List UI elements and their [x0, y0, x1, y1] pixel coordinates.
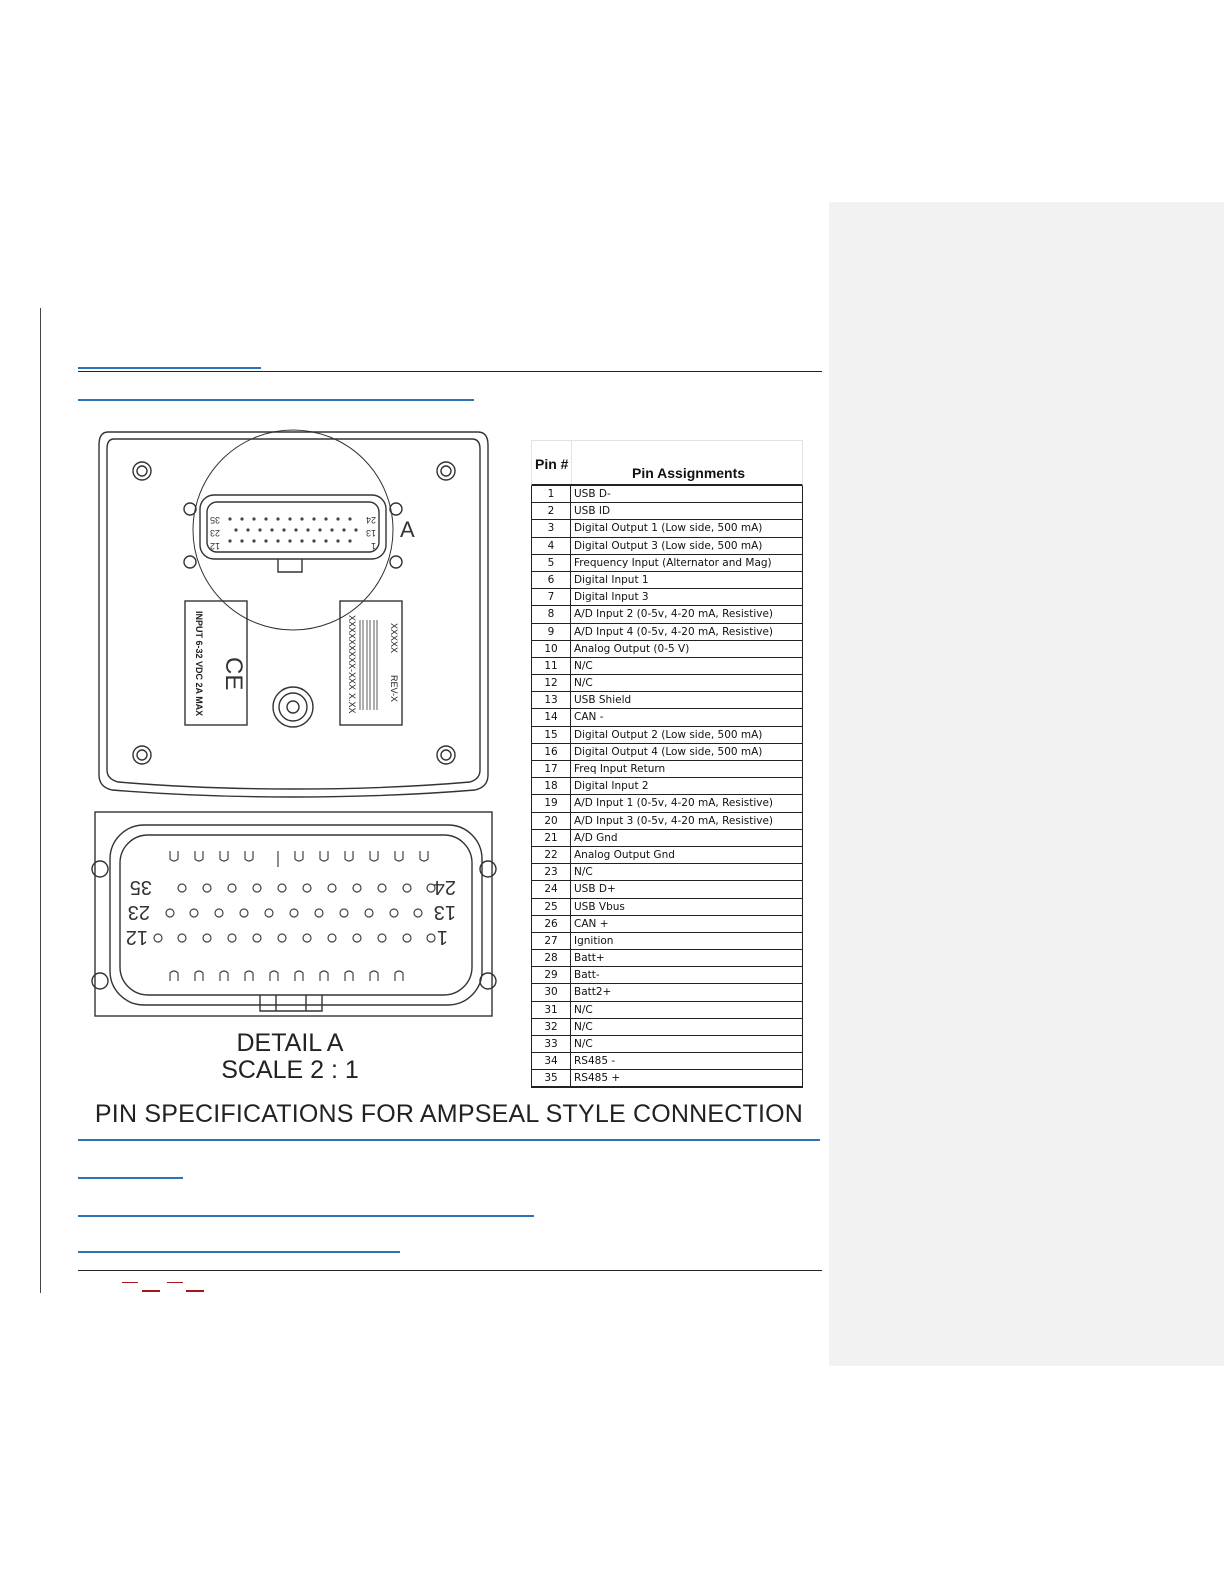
detail-label — [190, 1030, 390, 1084]
table-row — [531, 1019, 803, 1036]
figure-caption: PIN SPECIFICATIONS FOR AMPSEAL STYLE CONNECTION — [94, 1100, 804, 1128]
table-row — [531, 641, 803, 658]
id-label: XXXXX — [389, 623, 399, 654]
power-input-label: INPUT 6-32 VDC 2A MAX — [194, 611, 204, 717]
pin-number-cell: 26 — [532, 916, 571, 932]
small-pin-row-mid — [234, 528, 357, 531]
pin-number-cell: 4 — [532, 538, 571, 554]
pin-number-cell: 24 — [532, 881, 571, 897]
table-row — [531, 744, 803, 761]
table-row — [531, 830, 803, 847]
pin-assignment-cell: Digital Input 2 — [574, 780, 649, 793]
comment-pane — [829, 202, 1224, 1366]
small-pin-label-12: 12 — [209, 541, 220, 551]
pin-assignment-cell: Analog Output (0-5 V) — [574, 642, 690, 655]
serial-label: XXXXXXXXX-XXX — [347, 615, 357, 691]
pin-assignment-cell: A/D Input 1 (0-5v, 4-20 mA, Resistive) — [574, 797, 774, 810]
revision-mark-3 — [167, 1282, 183, 1283]
callout-letter: A — [400, 517, 415, 542]
pin-number-cell: 22 — [532, 847, 571, 863]
pin-assignment-cell: Digital Output 4 (Low side, 500 mA) — [574, 745, 763, 758]
table-row — [531, 727, 803, 744]
header-separator — [571, 441, 572, 484]
pin-assignment-cell: Digital Output 3 (Low side, 500 mA) — [574, 539, 763, 552]
rev-label: REV-X — [389, 675, 399, 703]
pin-number-cell: 6 — [532, 572, 571, 588]
connector-technical-drawing — [90, 425, 500, 1025]
pin-assignment-cell: Analog Output Gnd — [574, 848, 675, 861]
pin-number-cell: 20 — [532, 813, 571, 829]
pin-number-cell: 35 — [532, 1070, 571, 1085]
small-pin-label-23: 23 — [209, 528, 220, 538]
table-row — [531, 1070, 803, 1087]
table-row — [531, 709, 803, 726]
large-pin-row-top — [178, 884, 435, 892]
pin-assignment-cell: Digital Input 3 — [574, 591, 649, 604]
section-rule-bottom — [78, 1270, 822, 1271]
pin-assignment-cell: N/C — [574, 1038, 593, 1050]
pin-assignment-cell: N/C — [574, 866, 593, 879]
pin-number-cell: 31 — [532, 1002, 571, 1018]
pin-number-cell: 27 — [532, 933, 571, 949]
pin-number-header: Pin # — [535, 456, 569, 472]
pin-number-cell: 14 — [532, 709, 571, 725]
pin-number-cell: 28 — [532, 950, 571, 966]
table-row — [531, 967, 803, 984]
table-row — [531, 658, 803, 675]
small-pin-row-bottom — [228, 539, 351, 542]
pin-number-cell: 17 — [532, 761, 571, 777]
pin-assignment-cell: USB D+ — [574, 883, 616, 896]
small-pin-label-1: 1 — [370, 541, 376, 551]
pin-assignment-header: Pin Assignments — [632, 465, 746, 481]
table-row — [531, 555, 803, 572]
pin-assignment-cell: A/D Gnd — [574, 831, 618, 844]
pin-assignment-cell: Digital Output 2 (Low side, 500 mA) — [574, 728, 763, 741]
pin-assignment-cell: RS485 - — [574, 1055, 616, 1068]
version-label: X.XX — [347, 693, 357, 714]
small-pin-label-35: 35 — [209, 515, 220, 525]
revision-mark-2 — [142, 1290, 160, 1292]
pin-assignment-cell: N/C — [574, 677, 593, 690]
revision-change-bar — [40, 308, 41, 1293]
table-row — [531, 881, 803, 898]
revision-mark-1 — [122, 1282, 138, 1283]
pin-number-cell: 33 — [532, 1036, 571, 1052]
table-row — [531, 692, 803, 709]
pin-assignment-table — [531, 440, 803, 1088]
pin-number-cell: 3 — [532, 520, 571, 536]
table-row — [531, 520, 803, 537]
large-pin-row-bottom — [154, 934, 435, 942]
pin-assignment-cell: A/D Input 3 (0-5v, 4-20 mA, Resistive) — [574, 814, 774, 827]
pin-number-cell: 2 — [532, 503, 571, 519]
pin-assignment-cell: N/C — [574, 1003, 593, 1016]
pin-assignment-cell: Ignition — [574, 934, 614, 947]
table-row — [531, 813, 803, 830]
pin-number-cell: 15 — [532, 727, 571, 743]
pin-number-cell: 9 — [532, 624, 571, 640]
toc-link-1[interactable] — [78, 367, 261, 369]
large-pin-label-1: 1 — [436, 926, 448, 948]
table-row — [531, 778, 803, 795]
pin-number-cell: 16 — [532, 744, 571, 760]
pin-assignment-cell: Digital Output 1 (Low side, 500 mA) — [574, 522, 763, 535]
pin-assignment-cell: RS485 + — [574, 1072, 621, 1085]
toc-link-5[interactable] — [78, 1251, 400, 1253]
table-row — [531, 899, 803, 916]
table-row — [531, 606, 803, 623]
small-pin-row-top — [228, 517, 351, 520]
table-row — [531, 761, 803, 778]
pin-assignment-cell: Batt- — [574, 969, 600, 982]
pin-assignment-cell: N/C — [574, 659, 593, 672]
table-row — [531, 589, 803, 606]
revision-mark-4 — [186, 1290, 204, 1292]
pin-assignment-cell: N/C — [574, 1020, 593, 1033]
pin-assignment-cell: Frequency Input (Alternator and Mag) — [574, 556, 772, 569]
pin-assignment-cell: CAN - — [574, 711, 604, 724]
large-pin-label-35: 35 — [129, 876, 152, 898]
toc-link-2[interactable] — [78, 399, 474, 401]
pin-assignment-cell: Batt+ — [574, 952, 605, 965]
pin-number-cell: 25 — [532, 899, 571, 915]
table-row — [531, 847, 803, 864]
detail-scale: SCALE 2 : 1 — [221, 1056, 359, 1084]
table-row — [531, 1053, 803, 1070]
table-row — [531, 864, 803, 881]
pin-number-cell: 7 — [532, 589, 571, 605]
table-row — [531, 624, 803, 641]
pin-assignment-cell: Digital Input 1 — [574, 573, 649, 586]
table-row — [531, 933, 803, 950]
pin-assignment-cell: CAN + — [574, 917, 609, 930]
small-pin-label-24: 24 — [365, 515, 376, 525]
pin-assignment-cell: Freq Input Return — [574, 763, 666, 775]
pin-table-body — [531, 486, 803, 1088]
table-row — [531, 950, 803, 967]
table-row — [531, 916, 803, 933]
ce-mark: CE — [220, 657, 247, 691]
table-row — [531, 1036, 803, 1053]
small-pin-label-13: 13 — [365, 528, 376, 538]
pin-assignment-cell: USB Shield — [574, 694, 632, 707]
table-row — [531, 486, 803, 503]
toc-link-3[interactable] — [78, 1177, 183, 1179]
table-row — [531, 572, 803, 589]
pin-assignment-cell: A/D Input 2 (0-5v, 4-20 mA, Resistive) — [574, 608, 774, 621]
table-row — [531, 984, 803, 1001]
pin-assignment-cell: USB D- — [574, 488, 611, 500]
table-row — [531, 675, 803, 692]
large-pin-row-mid — [166, 909, 422, 917]
pin-number-cell: 12 — [532, 675, 571, 691]
pin-number-cell: 10 — [532, 641, 571, 657]
pin-assignment-cell: Batt2+ — [574, 986, 612, 999]
large-pin-label-23: 23 — [127, 901, 150, 923]
pin-number-cell: 21 — [532, 830, 571, 846]
pin-table-header — [531, 440, 803, 486]
table-row — [531, 795, 803, 812]
table-row — [531, 503, 803, 520]
pin-number-cell: 19 — [532, 795, 571, 811]
caption-rule — [78, 1139, 820, 1141]
pin-number-cell: 32 — [532, 1019, 571, 1035]
pin-number-cell: 30 — [532, 984, 571, 1000]
pin-number-cell: 29 — [532, 967, 571, 983]
pin-number-cell: 23 — [532, 864, 571, 880]
large-pin-label-12: 12 — [125, 926, 148, 948]
pin-number-cell: 18 — [532, 778, 571, 794]
large-pin-label-24: 24 — [433, 876, 456, 898]
toc-link-4[interactable] — [78, 1215, 534, 1217]
pin-number-cell: 34 — [532, 1053, 571, 1069]
pin-number-cell: 13 — [532, 692, 571, 708]
pin-assignment-cell: USB Vbus — [574, 900, 625, 913]
pin-number-cell: 1 — [532, 486, 571, 502]
pin-number-cell: 8 — [532, 606, 571, 622]
large-pin-label-13: 13 — [433, 901, 456, 923]
table-row — [531, 1002, 803, 1019]
pin-number-cell: 11 — [532, 658, 571, 674]
pin-assignment-cell: A/D Input 4 (0-5v, 4-20 mA, Resistive) — [574, 625, 774, 638]
table-row — [531, 538, 803, 555]
section-rule-top — [78, 371, 822, 372]
pin-number-cell: 5 — [532, 555, 571, 571]
pin-assignment-cell: USB ID — [574, 505, 611, 518]
detail-title: DETAIL A — [236, 1029, 344, 1057]
